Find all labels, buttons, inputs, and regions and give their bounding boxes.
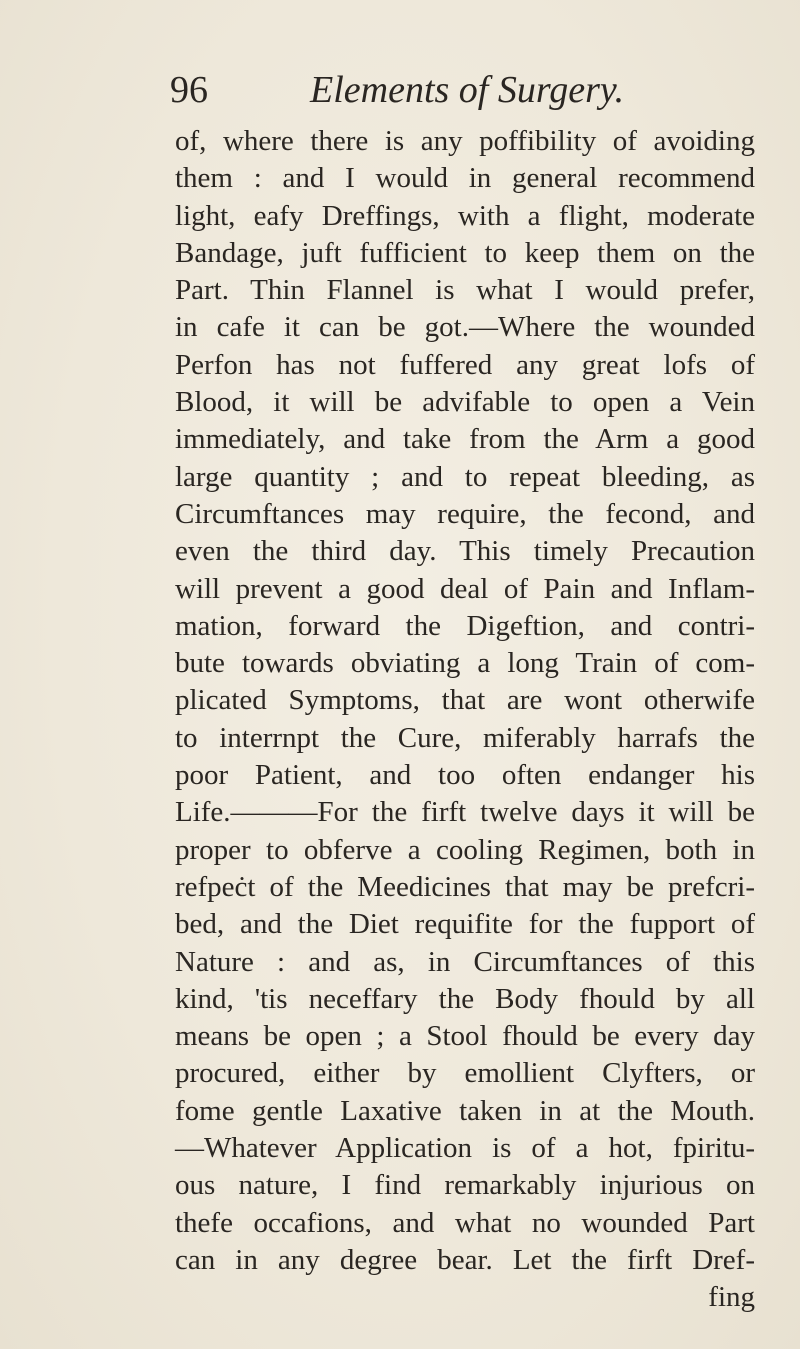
text-line: means be open ; a Stool fhould be every day: [175, 1020, 755, 1053]
catchword: fing: [708, 1281, 755, 1314]
text-line: Bandage, juft fufficient to keep them on the: [175, 236, 755, 269]
text-line: plicated Symptoms, that are wont otherwife: [175, 684, 755, 717]
text-line: Blood, it will be advifable to open a Vein: [175, 386, 755, 419]
text-line: mation, forward the Digeftion, and contri-: [175, 609, 755, 642]
body-text: [175, 123, 755, 1317]
text-line: ous nature, I find remarkably injurious on: [175, 1169, 755, 1202]
text-line: of, where there is any poffibility of avoiding: [175, 125, 755, 157]
text-line: kind, 'tis neceffary the Body fhould by all: [175, 982, 755, 1015]
text-line: them : and I would in general recommend: [175, 162, 755, 195]
text-line: large quantity ; and to repeat bleeding, as: [175, 460, 755, 493]
text-line: to interrnpt the Cure, miferably harrafs the: [175, 721, 755, 754]
text-line: will prevent a good deal of Pain and Inflam-: [175, 572, 755, 605]
running-title: Elements of Surgery.: [310, 69, 625, 111]
page-header: [170, 68, 730, 118]
page-number: 96: [170, 69, 208, 111]
text-line: Perfon has not fuffered any great lofs of: [175, 348, 755, 381]
text-line: Nature : and as, in Circumftances of this: [175, 945, 755, 978]
text-line: bute towards obviating a long Train of com-: [175, 647, 755, 680]
text-line: procured, either by emollient Clyfters, or: [175, 1057, 755, 1090]
text-line: poor Patient, and too often endanger his: [175, 759, 755, 792]
text-line: even the third day. This timely Precaution: [175, 535, 755, 568]
text-line: light, eafy Dreffings, with a flight, moderate: [175, 199, 755, 232]
text-line: Part. Thin Flannel is what I would prefer,: [175, 274, 755, 307]
text-line: fome gentle Laxative taken in at the Mouth.: [175, 1094, 755, 1127]
text-line: immediately, and take from the Arm a good: [175, 423, 755, 456]
text-line: thefe occafions, and what no wounded Part: [175, 1206, 755, 1239]
text-line: bed, and the Diet requifite for the fupport of: [175, 908, 755, 941]
text-line: in cafe it can be got.—Where the wounded: [175, 311, 755, 344]
text-line: Life.———For the firft twelve days it will be: [175, 796, 755, 829]
text-line: can in any degree bear. Let the firft Dref-: [175, 1243, 755, 1276]
text-line: refpeċt of the Meedicines that may be prefcri-: [175, 870, 755, 903]
text-line: proper to obferve a cooling Regimen, both in: [175, 833, 755, 866]
text-line: Circumftances may require, the fecond, and: [175, 497, 755, 530]
text-line: —Whatever Application is of a hot, fpiritu-: [175, 1132, 755, 1165]
